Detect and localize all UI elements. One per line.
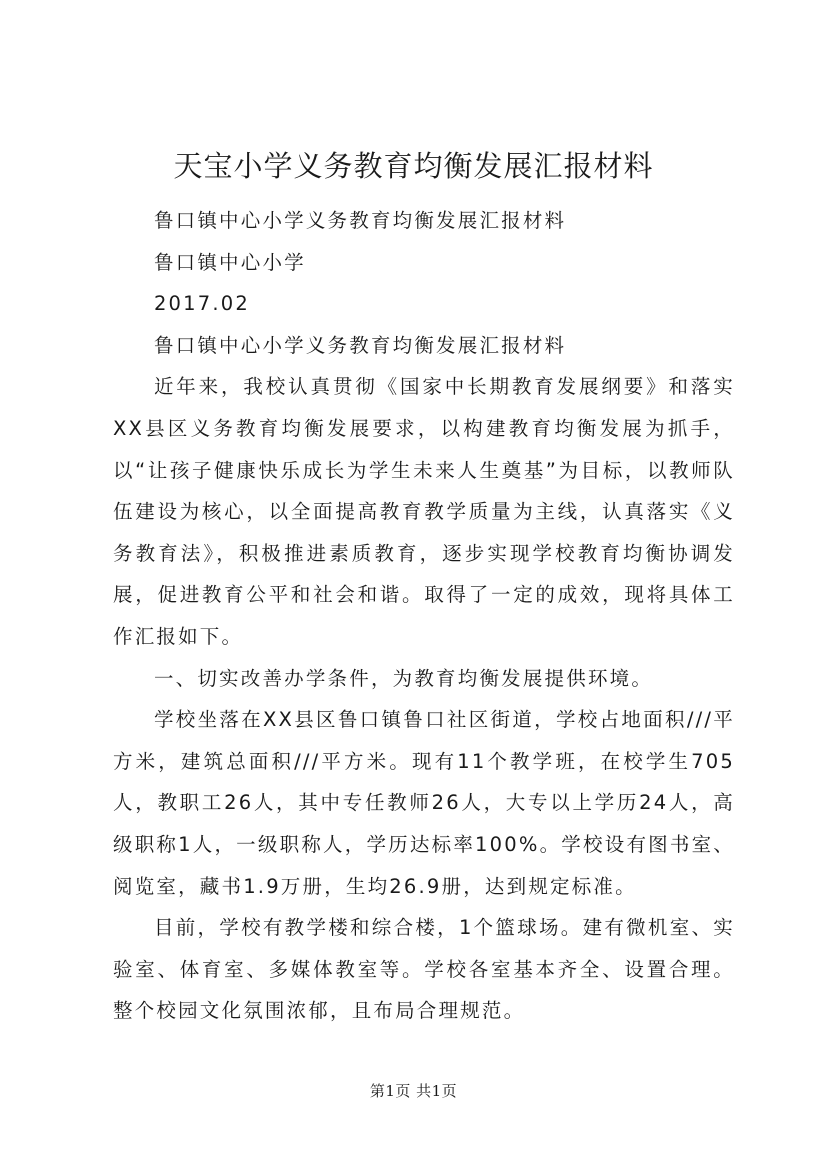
facilities-paragraph: 目前，学校有教学楼和综合楼，1个篮球场。建有微机室、实验室、体育室、多媒体教室等。学校各室基本齐全、设置合理。整个校园文化氛围浓郁，且布局合理规范。 xyxy=(113,916,735,1023)
document-body xyxy=(113,200,735,1032)
subtitle-paragraph: 鲁口镇中心小学义务教育均衡发展汇报材料 xyxy=(153,209,567,232)
page-footer: 第1页 共1页 xyxy=(369,1082,458,1100)
document-title: 天宝小学义务教育均衡发展汇报材料 xyxy=(173,149,654,183)
section-heading: 一、切实改善办学条件，为教育均衡发展提供环境。 xyxy=(153,666,654,690)
heading-paragraph: 鲁口镇中心小学义务教育均衡发展汇报材料 xyxy=(153,333,567,357)
school-name-paragraph: 鲁口镇中心小学 xyxy=(153,250,306,274)
intro-paragraph: 近年来，我校认真贯彻《国家中长期教育发展纲要》和落实XX县区义务教育均衡发展要求，以构建教育均衡发展为抓手，以“让孩子健康快乐成长为学生未来人生奠基”为目标，以教师队伍建设为核心，以全面提高教育教学质量为主线，认真落实《义务教育法》，积极推进素质教育，逐步实现学校教育均衡协调发展，促进教育公平和社会和谐。取得了一定的成效，现将具体工作汇报如下。 xyxy=(113,375,735,648)
date-paragraph: 2017.02 xyxy=(153,292,250,316)
school-facts-paragraph: 学校坐落在XX县区鲁口镇鲁口社区街道，学校占地面积///平方米，建筑总面积///平方米。现有11个教学班，在校学生705人，教职工26人，其中专任教师26人，大专以上学历24人，高级职称1人，一级职称人，学历达标率100%。学校设有图书室、阅览室，藏书1.9万册，生均26.9册，达到规定标准。 xyxy=(113,708,735,898)
